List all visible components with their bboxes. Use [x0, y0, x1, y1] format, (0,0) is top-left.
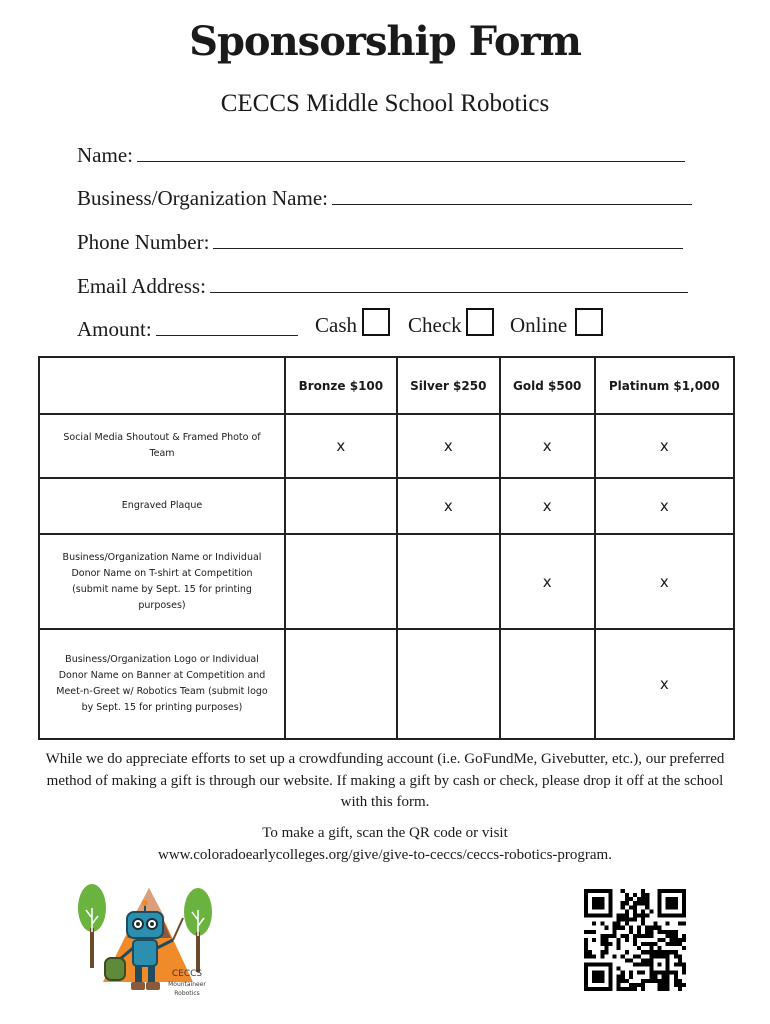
table-row — [39, 534, 734, 629]
online-checkbox[interactable] — [575, 308, 603, 336]
phone-field[interactable] — [77, 229, 683, 255]
mark-cell: x — [500, 414, 595, 478]
empty-header-cell — [39, 357, 285, 414]
business-field[interactable] — [77, 185, 692, 211]
amount-line[interactable] — [156, 316, 298, 336]
benefit-cell: Social Media Shoutout & Framed Photo of Team — [39, 414, 285, 478]
online-label: Online — [510, 313, 568, 337]
benefit-cell: Business/Organization Logo or Individual Donor Name on Banner at Competition and Meet-n-Greet w/ Robotics Team (submit logo by Sept. 15 for printing purposes) — [39, 629, 285, 739]
mark-cell: x — [397, 414, 500, 478]
sponsorship-tiers-table — [38, 356, 735, 740]
business-line[interactable] — [332, 185, 692, 205]
cash-checkbox[interactable] — [362, 308, 390, 336]
table-header-row — [39, 357, 734, 414]
tier-bronze-header: Bronze $100 — [285, 357, 397, 414]
mark-cell: x — [500, 534, 595, 629]
page-subtitle: CECCS Middle School Robotics — [220, 90, 550, 117]
mark-cell: x — [397, 478, 500, 534]
email-line[interactable] — [210, 273, 688, 293]
gift-url-link[interactable]: www.coloradoearlycolleges.org/give/give-to-ceccs/ceccs-robotics-program. — [158, 846, 612, 863]
crowdfunding-note: While we do appreciate efforts to set up a crowdfunding account (i.e. GoFundMe, Givebutter, etc.), our preferred method of making a gift is through our website. If making a gift by cash or check, please drop it off at the school with this form. — [45, 751, 725, 810]
name-label: Name: — [77, 143, 133, 167]
page-title: Sponsorship Form — [189, 18, 581, 65]
logo-text-line1: CECCS — [171, 969, 203, 979]
mark-cell: x — [285, 414, 397, 478]
phone-line[interactable] — [213, 229, 683, 249]
tier-silver-header: Silver $250 — [397, 357, 500, 414]
email-label: Email Address: — [77, 274, 206, 298]
mark-cell — [397, 534, 500, 629]
mark-cell — [285, 629, 397, 739]
qr-code[interactable] — [584, 889, 686, 991]
mark-cell — [397, 629, 500, 739]
email-field[interactable] — [77, 273, 688, 299]
mark-cell — [285, 534, 397, 629]
mark-cell — [285, 478, 397, 534]
amount-label: Amount: — [77, 317, 152, 341]
mark-cell: x — [595, 414, 734, 478]
mark-cell — [500, 629, 595, 739]
gift-instructions-line: To make a gift, scan the QR code or visit — [262, 825, 508, 841]
gift-instructions — [40, 823, 730, 866]
check-label: Check — [408, 313, 462, 337]
benefit-cell: Engraved Plaque — [39, 478, 285, 534]
tier-gold-header: Gold $500 — [500, 357, 595, 414]
mark-cell: x — [595, 629, 734, 739]
amount-field[interactable] — [77, 316, 298, 342]
business-label: Business/Organization Name: — [77, 186, 328, 210]
mark-cell: x — [595, 534, 734, 629]
table-row — [39, 414, 734, 478]
name-line[interactable] — [137, 142, 685, 162]
benefit-cell: Business/Organization Name or Individual Donor Name on T-shirt at Competition (submit name by Sept. 15 for printing purposes) — [39, 534, 285, 629]
name-field[interactable] — [77, 142, 685, 168]
mark-cell: x — [595, 478, 734, 534]
table-row — [39, 629, 734, 739]
mark-cell: x — [500, 478, 595, 534]
logo-text-line2: Mountaineer — [168, 981, 206, 988]
tier-platinum-header: Platinum $1,000 — [595, 357, 734, 414]
cash-label: Cash — [315, 313, 357, 337]
logo-text-line3: Robotics — [174, 990, 200, 997]
phone-label: Phone Number: — [77, 230, 210, 254]
table-row — [39, 478, 734, 534]
robotics-logo — [75, 878, 217, 1002]
check-checkbox[interactable] — [466, 308, 494, 336]
